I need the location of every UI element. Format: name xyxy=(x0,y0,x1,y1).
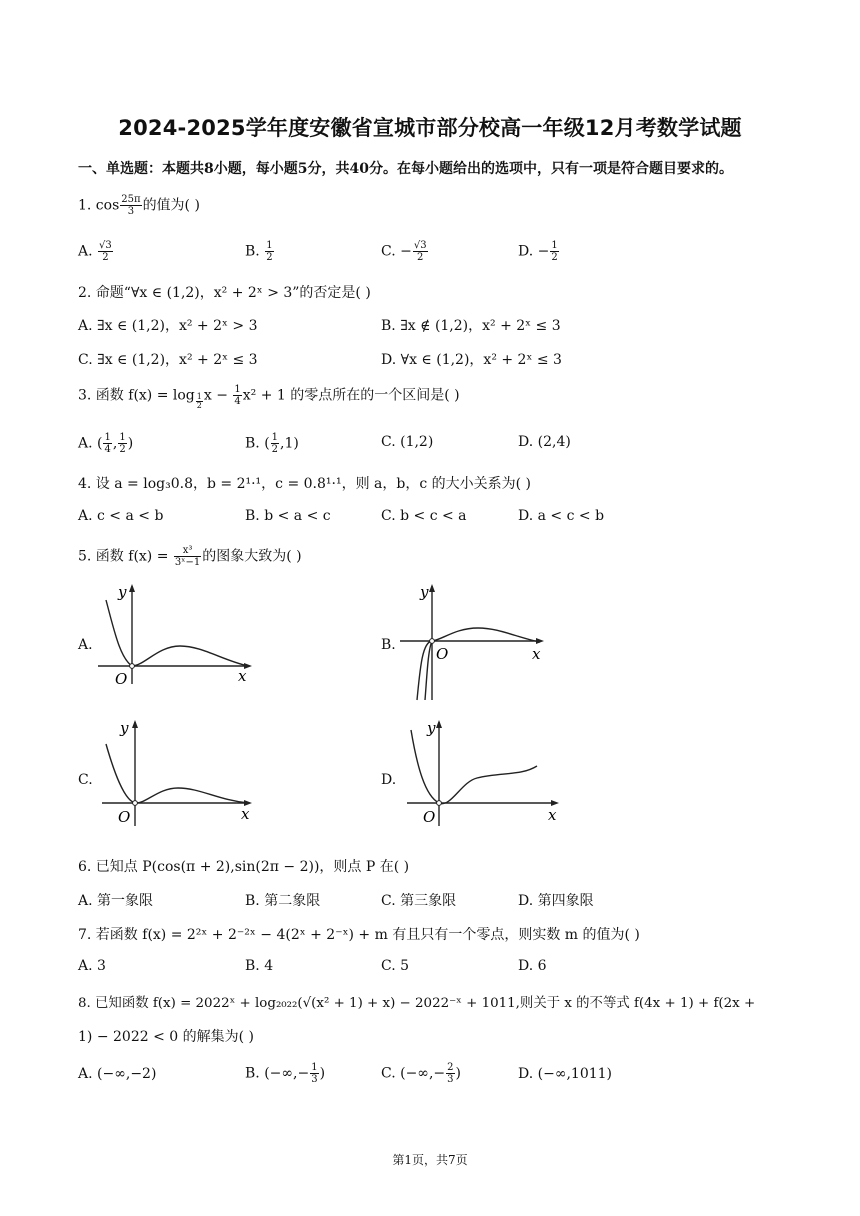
q4-option-c[interactable]: C. b < c < a xyxy=(381,508,467,524)
q1-option-b[interactable]: B. $\frac{1}{2}$ xyxy=(245,240,273,263)
question-8-line2: 1) − 2022 < 0 的解集为( ) xyxy=(78,1029,254,1045)
q2-option-b[interactable]: B. ∃x ∉ (1,2)，x² + 2ˣ ≤ 3 xyxy=(381,318,561,334)
question-2: 2. 命题“∀x ∈ (1,2)，x² + 2ˣ > 3”的否定是( ) xyxy=(78,285,371,301)
q5-option-b-label[interactable]: B. xyxy=(381,637,396,653)
q5-graph-b[interactable] xyxy=(400,580,560,705)
q8-option-c[interactable]: C. (−∞,− $\frac{2}{3}$ ) xyxy=(381,1062,461,1085)
axis-y-label: y xyxy=(118,583,127,601)
q6-option-b[interactable]: B. 第二象限 xyxy=(245,893,321,909)
q4-option-d[interactable]: D. a < c < b xyxy=(518,508,605,524)
q1-option-c[interactable]: C. − $\frac{√3}{2}$ xyxy=(381,240,427,263)
q3-option-c[interactable]: C. (1,2) xyxy=(381,434,434,450)
q1-option-a[interactable]: A. $\frac{√3}{2}$ xyxy=(78,240,112,263)
svg-text:x: x xyxy=(532,645,541,663)
q7-option-c[interactable]: C. 5 xyxy=(381,958,410,974)
svg-text:O: O xyxy=(423,808,436,826)
page-footer: 第1页，共7页 xyxy=(392,1153,468,1167)
q5-graph-c[interactable] xyxy=(98,716,263,831)
svg-text:x: x xyxy=(241,805,250,823)
question-4: 4. 设 a = log₃0.8，b = 2¹·¹，c = 0.8¹·¹，则 a，b，c 的大小关系为( ) xyxy=(78,476,531,492)
q7-option-d[interactable]: D. 6 xyxy=(518,958,547,974)
section-heading: 一、单选题：本题共8小题，每小题5分，共40分。在每小题给出的选项中，只有一项是符合题目要求的。 xyxy=(78,161,733,177)
svg-text:x: x xyxy=(548,806,557,824)
question-1: 1. cos $\frac{25\pi}{3}$ 的值为( ) xyxy=(78,194,200,217)
q2-option-d[interactable]: D. ∀x ∈ (1,2)，x² + 2ˣ ≤ 3 xyxy=(381,352,562,368)
q1-option-d[interactable]: D. − $\frac{1}{2}$ xyxy=(518,240,558,263)
q8-option-b[interactable]: B. (−∞,− $\frac{1}{3}$ ) xyxy=(245,1062,326,1085)
svg-text:y: y xyxy=(420,583,429,601)
q6-option-c[interactable]: C. 第三象限 xyxy=(381,893,457,909)
q7-option-a[interactable]: A. 3 xyxy=(78,958,106,974)
q3-option-b[interactable]: B. ( $\frac{1}{2}$ ,1) xyxy=(245,432,299,455)
axis-x-label: x xyxy=(238,667,247,685)
svg-text:y: y xyxy=(427,719,436,737)
origin-label: O xyxy=(115,670,128,688)
q6-option-a[interactable]: A. 第一象限 xyxy=(78,893,154,909)
question-7: 7. 若函数 f(x) = 2²ˣ + 2⁻²ˣ − 4(2ˣ + 2⁻ˣ) + m 有且只有一个零点，则实数 m 的值为( ) xyxy=(78,927,640,943)
q8-option-a[interactable]: A. (−∞,−2) xyxy=(78,1066,157,1082)
q5-option-c-label[interactable]: C. xyxy=(78,772,93,788)
svg-text:O: O xyxy=(436,645,449,663)
q2-option-c[interactable]: C. ∃x ∈ (1,2)，x² + 2ˣ ≤ 3 xyxy=(78,352,258,368)
question-3: 3. 函数 f(x) = log $\frac{1}{2}$ x − $\frac{1}{4}$ x² + 1 的零点所在的一个区间是( ) xyxy=(78,384,460,410)
q5-graph-d[interactable] xyxy=(405,716,570,831)
q4-option-a[interactable]: A. c < a < b xyxy=(78,508,164,524)
question-8-line1: 8. 已知函数 f(x) = 2022ˣ + log₂₀₂₂(√(x² + 1) + x) − 2022⁻ˣ + 1011,则关于 x 的不等式 f(4x + 1) + f(2x + xyxy=(78,996,756,1011)
q5-graph-a[interactable] xyxy=(98,580,258,690)
q7-option-b[interactable]: B. 4 xyxy=(245,958,274,974)
q1-stem: 1. cos xyxy=(78,197,120,214)
q3-option-a[interactable]: A. ( $\frac{1}{4}$ , $\frac{1}{2}$ ) xyxy=(78,432,134,455)
q1-fraction: $\frac{25\pi}{3}$ xyxy=(121,194,141,217)
svg-text:y: y xyxy=(120,719,129,737)
q8-option-d[interactable]: D. (−∞,1011) xyxy=(518,1066,613,1082)
q4-option-b[interactable]: B. b < a < c xyxy=(245,508,331,524)
q2-option-a[interactable]: A. ∃x ∈ (1,2)，x² + 2ˣ > 3 xyxy=(78,318,258,334)
q5-option-d-label[interactable]: D. xyxy=(381,772,397,788)
q3-option-d[interactable]: D. (2,4) xyxy=(518,434,571,450)
page-title: 2024-2025学年度安徽省宣城市部分校高一年级12月考数学试题 xyxy=(118,116,742,140)
q6-option-d[interactable]: D. 第四象限 xyxy=(518,893,594,909)
svg-text:O: O xyxy=(118,808,131,826)
q5-option-a-label[interactable]: A. xyxy=(78,637,93,653)
question-5: 5. 函数 f(x) = $\frac{\text{x³}}{\text{3ˣ−1}}$ 的图象大致为( ) xyxy=(78,545,302,568)
question-6: 6. 已知点 P(cos(π + 2),sin(2π − 2))，则点 P 在( ) xyxy=(78,859,410,875)
